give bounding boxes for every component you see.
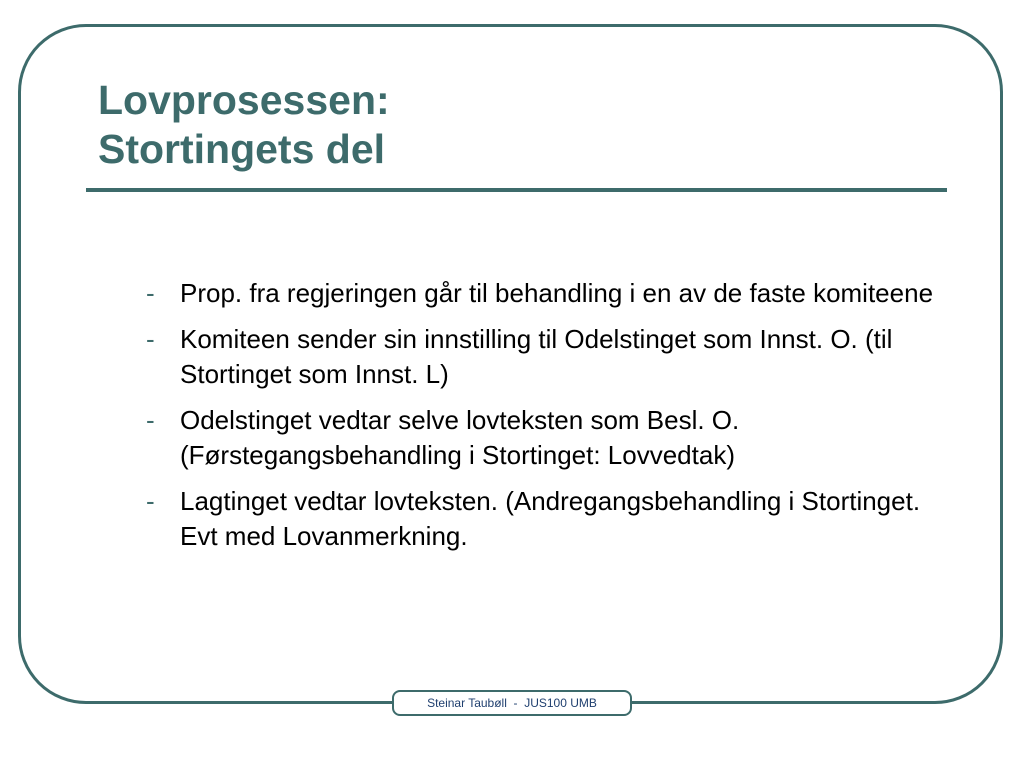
bullet-text: Komiteen sender sin innstilling til Odelstinget som Innst. O. (til Stortinget som Innst. L): [180, 324, 893, 389]
slide-title: [98, 76, 390, 174]
slide-title-line-1: Lovprosessen:: [98, 77, 390, 123]
bullet-list: [146, 276, 946, 565]
bullet-marker: -: [146, 278, 155, 308]
bullet-text: Odelstinget vedtar selve lovteksten som Besl. O. (Førstegangsbehandling i Stortinget: Lovvedtak): [180, 405, 740, 470]
bullet-item: [146, 276, 946, 311]
bullet-marker: -: [146, 324, 155, 354]
bullet-item: [146, 322, 946, 392]
bullet-item: [146, 484, 946, 554]
bullet-text: Lagtinget vedtar lovteksten. (Andregangsbehandling i Stortinget. Evt med Lovanmerkning.: [180, 486, 921, 551]
bullet-text: Prop. fra regjeringen går til behandling i en av de faste komiteene: [180, 278, 934, 308]
bullet-marker: -: [146, 405, 155, 435]
bullet-marker: -: [146, 486, 155, 516]
slide-title-line-2: Stortingets del: [98, 126, 386, 172]
bullet-item: [146, 403, 946, 473]
footer-label: Steinar Taubøll - JUS100 UMB: [392, 690, 632, 716]
title-divider: [86, 188, 947, 192]
